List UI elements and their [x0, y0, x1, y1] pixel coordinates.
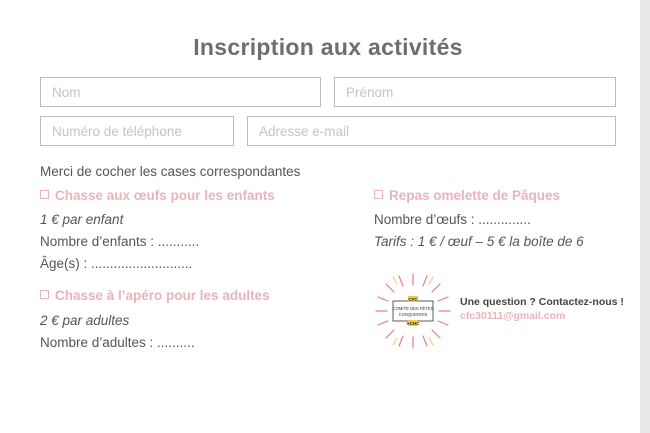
- checkbox-label: Chasse à l’apéro pour les adultes: [55, 288, 270, 303]
- logo-bottom-text: ACHC: [406, 321, 420, 326]
- prenom-field[interactable]: [334, 77, 616, 107]
- logo-line2: CONQUEROIS: [398, 312, 428, 317]
- contact-question: Une question ? Contactez-nous !: [460, 296, 624, 308]
- checkbox-label: Repas omelette de Pâques: [389, 188, 561, 203]
- checkbox-square-icon[interactable]: [40, 290, 49, 299]
- price-oeufs: 1 € par enfant: [40, 212, 124, 227]
- page-title: Inscription aux activités: [193, 34, 463, 60]
- checkbox-square-icon[interactable]: [374, 190, 383, 199]
- instruction-text: Merci de cocher les cases correspondantes: [40, 164, 301, 179]
- nombre-enfants-line: Nombre d’enfants : ...........: [40, 234, 200, 249]
- email-field[interactable]: [247, 116, 616, 146]
- nombre-oeufs-line: Nombre d’œufs : ..............: [374, 212, 531, 227]
- ages-line: Âge(s) : ...........................: [40, 256, 193, 271]
- comite-logo: [373, 271, 453, 351]
- nombre-adultes-line: Nombre d’adultes : ..........: [40, 335, 195, 350]
- checkbox-chasse-oeufs[interactable]: [40, 188, 275, 203]
- nom-field[interactable]: [40, 77, 321, 107]
- contact-email-link[interactable]: cfc30111@gmail.com: [460, 310, 566, 322]
- checkbox-repas-omelette[interactable]: [374, 188, 560, 203]
- tarifs-line: Tarifs : 1 € / œuf – 5 € la boîte de 6: [374, 234, 584, 249]
- logo-line1: COMITÉ DES FÊTES: [392, 306, 434, 311]
- logo-top-text: CFC: [408, 297, 418, 302]
- checkbox-square-icon[interactable]: [40, 190, 49, 199]
- price-apero: 2 € par adultes: [40, 313, 130, 328]
- checkbox-chasse-apero[interactable]: [40, 288, 270, 303]
- checkbox-label: Chasse aux œufs pour les enfants: [55, 188, 275, 203]
- telephone-field[interactable]: [40, 116, 234, 146]
